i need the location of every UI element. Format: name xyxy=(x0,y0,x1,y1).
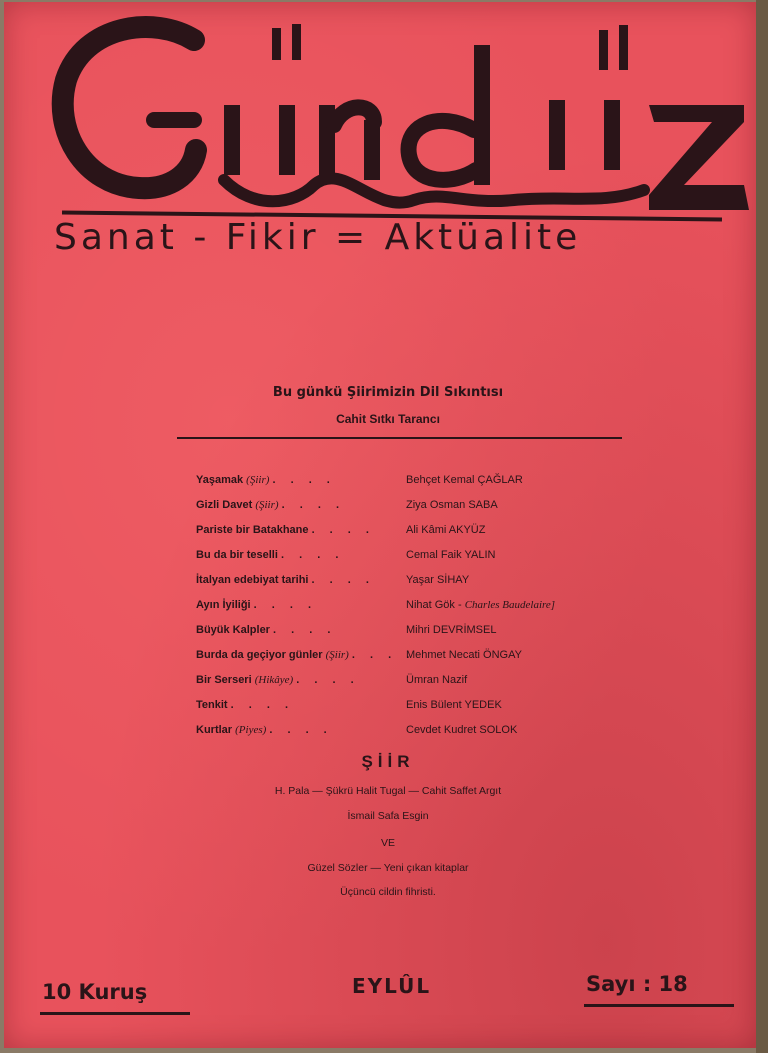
toc-entry-title: Büyük Kalpler . . . . xyxy=(196,624,337,636)
leader-dots: . . . . xyxy=(253,599,318,611)
toc-entry xyxy=(196,674,616,699)
poetry-heading: ŞİİR xyxy=(361,752,415,771)
extras-line: Güzel Sözler — Yeni çıkan kitaplar xyxy=(307,862,469,874)
toc-entry-genre: (Hikâye) xyxy=(254,674,294,686)
toc-entry-author: Ali Kâmi AKYÜZ xyxy=(406,524,486,536)
toc-entry xyxy=(196,474,616,499)
toc-entry-author: Mehmet Necati ÖNGAY xyxy=(406,649,522,661)
magazine-cover xyxy=(4,2,756,1048)
toc-entry-genre: (Piyes) xyxy=(235,724,267,736)
feature-title: Bu günkü Şiirimizin Dil Sıkıntısı xyxy=(272,385,504,400)
leader-dots: . . . . xyxy=(296,674,360,686)
toc-entry-author: Enis Bülent YEDEK xyxy=(406,699,502,711)
toc-entry xyxy=(196,574,616,599)
leader-dots: . . . . xyxy=(311,524,375,536)
leader-dots: . . . . xyxy=(311,574,375,586)
leader-dots: . . . . xyxy=(351,649,416,661)
issue-rule xyxy=(584,1004,734,1007)
leader-dots: . . . . xyxy=(269,724,333,736)
toc-entry-title: Bu da bir teselli . . . . xyxy=(196,549,345,561)
toc-entry-title: Burda da geçiyor günler (Şiir) . . . . xyxy=(196,649,416,661)
toc-entry-genre: (Şiir) xyxy=(246,474,270,486)
toc-entry-author: Yaşar SİHAY xyxy=(406,574,470,586)
connector-text: VE xyxy=(380,837,395,849)
poetry-line: H. Pala — Şükrü Halit Tugal — Cahit Saffet Argıt xyxy=(274,785,502,797)
price-label: 10 Kuruş xyxy=(42,980,148,1004)
feature-rule xyxy=(177,437,622,439)
toc-entry xyxy=(196,724,616,749)
toc-entry-title: Gizli Davet (Şiir) . . . . xyxy=(196,499,346,511)
toc-entry-title: İtalyan edebiyat tarihi . . . . xyxy=(196,574,375,586)
toc-entry-title: Tenkit . . . . xyxy=(196,699,295,711)
toc-entry xyxy=(196,524,616,549)
toc-entry xyxy=(196,624,616,649)
toc-entry-title: Ayın İyiliği . . . . xyxy=(196,599,318,611)
toc-entry-note: Charles Baudelaire] xyxy=(464,599,556,611)
toc-entry-author: Nihat Gök - Charles Baudelaire] xyxy=(406,599,556,611)
toc-entry-title: Kurtlar (Piyes) . . . . xyxy=(196,724,333,736)
month-label: EYLÛL xyxy=(352,974,432,998)
index-line: Üçüncü cildin fihristi. xyxy=(340,886,436,898)
toc-entry-title: Bir Serseri (Hikâye) . . . . xyxy=(196,674,360,686)
toc-entry-author: Behçet Kemal ÇAĞLAR xyxy=(406,474,523,486)
leader-dots: . . . . xyxy=(273,624,337,636)
masthead-subtitle: Sanat - Fikir = Aktüalite xyxy=(54,217,582,258)
leader-dots: . . . . xyxy=(281,499,346,511)
toc-entry-genre: (Şiir) xyxy=(255,499,279,511)
toc-entry-author: Cevdet Kudret SOLOK xyxy=(406,724,518,736)
toc-entry xyxy=(196,499,616,524)
toc-entry-title: Yaşamak (Şiir) . . . . xyxy=(196,474,336,486)
feature-author: Cahit Sıtkı Tarancı xyxy=(336,412,440,426)
leader-dots: . . . . xyxy=(280,549,345,561)
leader-dots: . . . . xyxy=(272,474,336,486)
leader-dots: . . . . xyxy=(230,699,295,711)
toc-entry-title: Pariste bir Batakhane . . . . xyxy=(196,524,375,536)
toc-entry-author: Mihri DEVRİMSEL xyxy=(406,624,497,636)
poetry-line: İsmail Safa Esgin xyxy=(347,810,429,822)
toc-entry-author: Ümran Nazif xyxy=(406,674,468,686)
toc-entry xyxy=(196,699,616,724)
toc-entry-author: Ziya Osman SABA xyxy=(406,499,498,511)
toc-entry xyxy=(196,549,616,574)
toc-entry-genre: (Şiir) xyxy=(325,649,349,661)
toc-entry xyxy=(196,649,616,674)
masthead-logo xyxy=(44,10,764,225)
toc-entry-author: Cemal Faik YALIN xyxy=(406,549,496,561)
toc-entry xyxy=(196,599,616,624)
issue-number: Sayı : 18 xyxy=(586,972,688,996)
table-of-contents xyxy=(196,474,616,749)
price-rule xyxy=(40,1012,190,1015)
